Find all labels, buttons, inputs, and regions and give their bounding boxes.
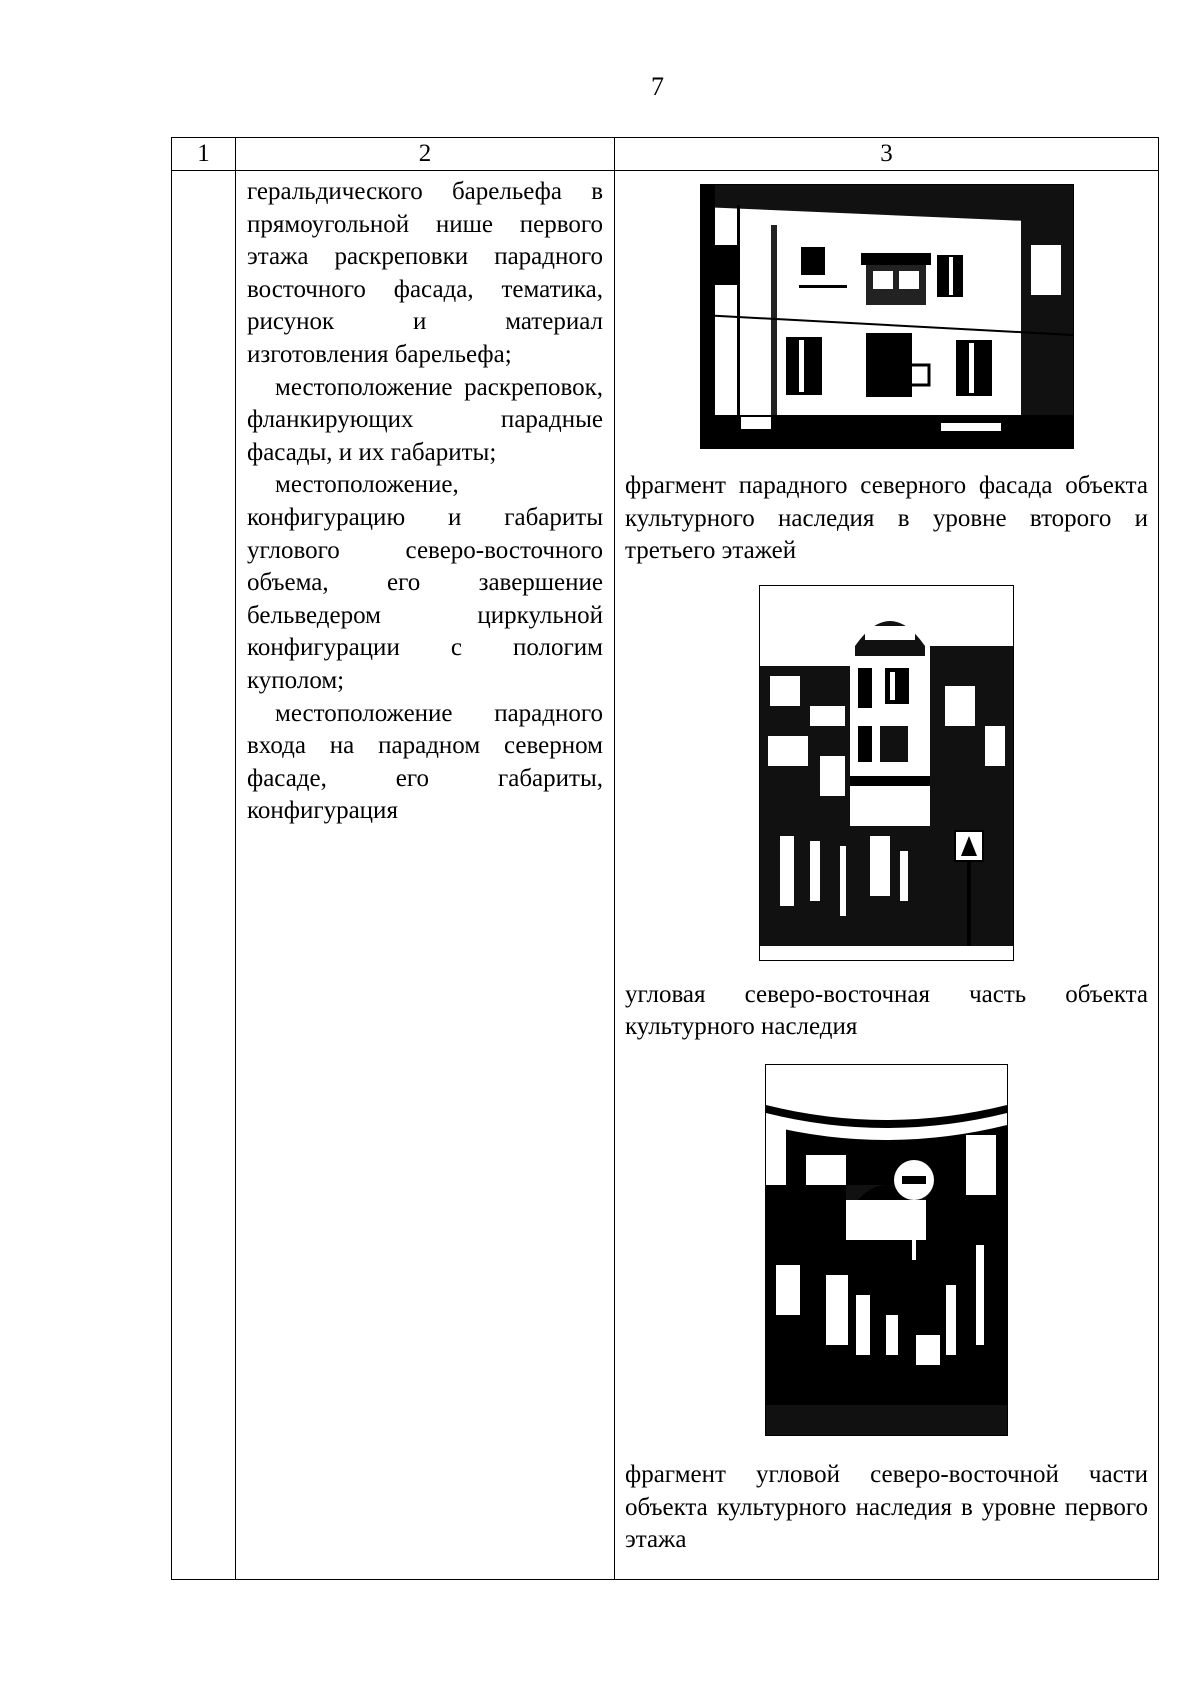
north-facade-photo [700, 184, 1074, 449]
page-number: 7 [651, 72, 664, 101]
figure-caption-3: фрагмент угловой северо-восточной части объекта культурного наследия в уровне первого этажа [625, 1460, 1148, 1554]
table-header-row [172, 138, 1159, 171]
feature-paragraph-3: местоположение, конфигурацию и габариты углового северо-восточного объема, его завершение бельведером циркульной конфигурации с пологим куполом; [247, 471, 603, 694]
figure-caption-2: угловая северо-восточная часть объекта культурного наследия [625, 980, 1148, 1041]
protected-features-cell [236, 171, 615, 1580]
heritage-table [171, 137, 1159, 1580]
corner-entrance-photo [765, 1064, 1008, 1436]
feature-paragraph-1: геральдического барельефа в прямоугольной нише первого этажа раскреповки парадного восточного фасада, тематика, рисунок и материал изготовления барельефа; [247, 178, 603, 368]
feature-paragraph-4: местоположение парадного входа на парадном северном фасаде, его габариты, конфигурация [247, 699, 603, 825]
photos-cell [615, 171, 1159, 1580]
header-col-2: 2 [236, 138, 615, 171]
feature-paragraph-2: местоположение раскреповок, фланкирующих парадные фасады, и их габариты; [247, 373, 603, 466]
row-number-cell [172, 171, 236, 1580]
table-row [172, 171, 1159, 1580]
figure-caption-1: фрагмент парадного северного фасада объекта культурного наследия в уровне второго и третьего этажей [625, 472, 1148, 565]
corner-building-photo [759, 585, 1014, 961]
header-col-1: 1 [172, 138, 236, 171]
header-col-3: 3 [615, 138, 1159, 171]
